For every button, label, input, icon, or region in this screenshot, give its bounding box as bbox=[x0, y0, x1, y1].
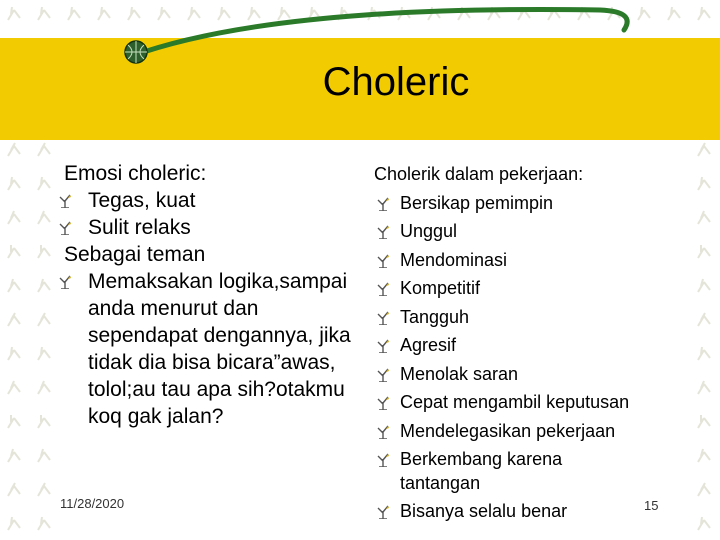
list-item-label: Bersikap pemimpin bbox=[400, 192, 554, 213]
list-item-label: Agresif bbox=[400, 335, 457, 355]
list-item-label: Tegas, kuat bbox=[88, 189, 196, 212]
plant-sprout-icon bbox=[376, 197, 390, 211]
plant-sprout-icon bbox=[376, 339, 390, 353]
list-item-label: Mendelegasikan pekerjaan bbox=[400, 420, 616, 441]
list-item-label: Unggul bbox=[400, 221, 458, 241]
list-item-label: Berkembang karena tantangan bbox=[400, 449, 563, 493]
list-item-label: Mendominasi bbox=[400, 249, 508, 270]
footer-date: 11/28/2020 bbox=[60, 496, 125, 511]
list-item-label: Memaksakan logika,sampai anda menurut dan sependapat dengannya, jika tidak dia bisa bicara”awas, tolol;au tau apa sih?otakmu koq gak jalan? bbox=[88, 270, 351, 428]
list-item bbox=[372, 303, 672, 332]
right-column bbox=[372, 160, 672, 526]
left-subheading: Sebagai teman bbox=[64, 243, 206, 266]
list-item-label: Sulit relaks bbox=[88, 216, 191, 239]
list-item-label: Bisanya selalu benar bbox=[400, 501, 568, 521]
list-item bbox=[372, 417, 672, 446]
left-heading: Emosi choleric: bbox=[64, 162, 207, 185]
list-item bbox=[372, 360, 672, 389]
list-item bbox=[58, 268, 358, 430]
plant-sprout-icon bbox=[58, 194, 72, 208]
list-item bbox=[372, 189, 672, 218]
plant-sprout-icon bbox=[376, 453, 390, 467]
list-item-label: Tangguh bbox=[400, 306, 470, 327]
plant-sprout-icon bbox=[376, 282, 390, 296]
list-item-label: Cepat mengambil keputusan bbox=[400, 392, 630, 412]
list-item bbox=[372, 274, 672, 303]
list-item bbox=[372, 497, 672, 526]
plant-sprout-icon bbox=[376, 396, 390, 410]
plant-sprout-icon bbox=[376, 254, 390, 268]
right-heading: Cholerik dalam pekerjaan: bbox=[374, 164, 584, 184]
list-item-label: Menolak saran bbox=[400, 363, 519, 384]
page-number: 15 bbox=[644, 498, 659, 513]
list-item bbox=[58, 187, 358, 214]
plant-sprout-icon bbox=[376, 225, 390, 239]
plant-sprout-icon bbox=[376, 368, 390, 382]
plant-sprout-icon bbox=[58, 275, 72, 289]
list-item bbox=[372, 388, 672, 417]
plant-sprout-icon bbox=[58, 221, 72, 235]
list-item bbox=[372, 331, 672, 360]
plant-sprout-icon bbox=[376, 311, 390, 325]
list-item bbox=[372, 445, 600, 497]
list-item-label: Kompetitif bbox=[400, 278, 481, 298]
plant-sprout-icon bbox=[376, 425, 390, 439]
list-item bbox=[372, 246, 672, 275]
slide-title: Choleric bbox=[322, 60, 470, 104]
plant-sprout-icon bbox=[376, 505, 390, 519]
list-item bbox=[58, 214, 358, 241]
left-column bbox=[58, 160, 358, 430]
list-item bbox=[372, 217, 672, 246]
